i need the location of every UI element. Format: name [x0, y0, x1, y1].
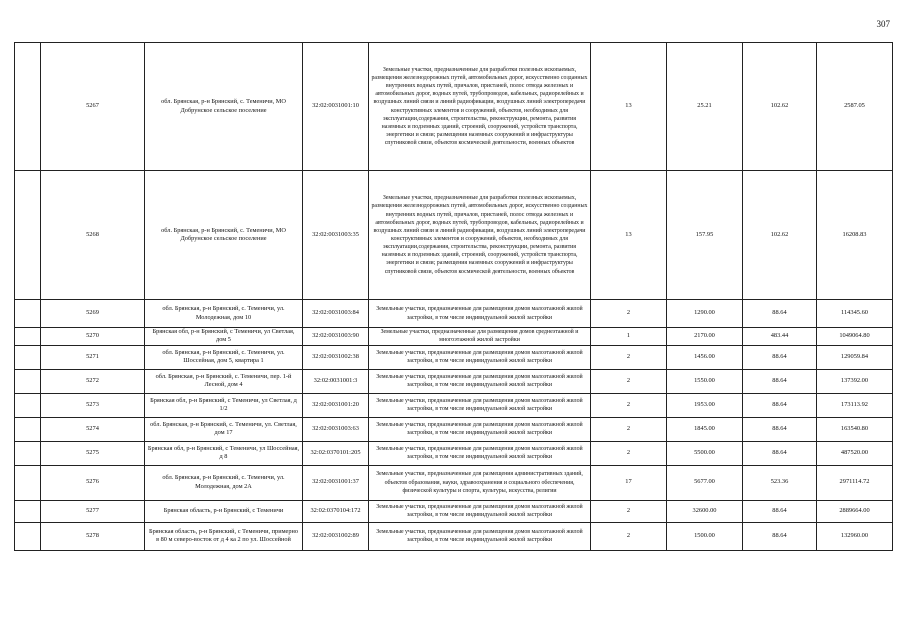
- address-cell: Брянская область, р-н Брянский, с Теменичи: [145, 500, 303, 522]
- margin-cell: [15, 441, 41, 465]
- margin-cell: [15, 417, 41, 441]
- row-id-cell: 5268: [41, 171, 145, 300]
- cadastral-number-cell: 32:02:0370101:205: [303, 441, 369, 465]
- use-code-cell: 1: [591, 328, 667, 346]
- address-cell: обл. Брянская, р-н Брянский, с. Теменичи, МО Добрунское сельское поселение: [145, 171, 303, 300]
- cadastral-number-cell: 32:02:0031003:63: [303, 417, 369, 441]
- land-use-cell: Земельные участки, предназначенные для размещения домов малоэтажной жилой застройки, в том числе индивидуальной жилой застройки: [369, 522, 591, 550]
- land-use-cell: Земельные участки, предназначенные для размещения домов малоэтажной жилой застройки, в том числе индивидуальной жилой застройки: [369, 300, 591, 328]
- area-cell: 5677.00: [667, 465, 743, 500]
- area-cell: 1456.00: [667, 345, 743, 369]
- use-code-cell: 17: [591, 465, 667, 500]
- table-row: [15, 43, 893, 171]
- address-cell: обл. Брянская, р-н Брянский, с. Теменичи, МО Добрунское сельское поселение: [145, 43, 303, 171]
- area-cell: 1953.00: [667, 393, 743, 417]
- area-cell: 5500.00: [667, 441, 743, 465]
- rate-cell: 88.64: [743, 393, 817, 417]
- land-use-cell: Земельные участки, предназначенные для размещения домов малоэтажной жилой застройки, в том числе индивидуальной жилой застройки: [369, 369, 591, 393]
- land-cadastral-table: [14, 42, 893, 551]
- cadastral-number-cell: 32:02:0370104:172: [303, 500, 369, 522]
- margin-cell: [15, 393, 41, 417]
- cadastral-number-cell: 32:02:0031001:20: [303, 393, 369, 417]
- cadastral-number-cell: 32:02:0031001:37: [303, 465, 369, 500]
- address-cell: обл. Брянская, р-н Брянский, с. Теменичи, ул. Молодежная, дом 10: [145, 300, 303, 328]
- margin-cell: [15, 328, 41, 346]
- table-row: [15, 500, 893, 522]
- row-id-cell: 5276: [41, 465, 145, 500]
- rate-cell: 88.64: [743, 369, 817, 393]
- area-cell: 25.21: [667, 43, 743, 171]
- table-row: [15, 465, 893, 500]
- rate-cell: 88.64: [743, 417, 817, 441]
- land-use-cell: Земельные участки, предназначенные для размещения домов малоэтажной жилой застройки, в том числе индивидуальной жилой застройки: [369, 417, 591, 441]
- cadastral-value-cell: 487520.00: [817, 441, 893, 465]
- address-cell: обл. Брянская, р-н Брянский, с. Теменичи, ул. Светлая, дом 17: [145, 417, 303, 441]
- rate-cell: 102.62: [743, 171, 817, 300]
- table-row: [15, 171, 893, 300]
- cadastral-value-cell: 2971114.72: [817, 465, 893, 500]
- land-use-cell: Земельные участки, предназначенные для размещения административных зданий, объектов образования, науки, здравоохранения и социального обеспечения, физической культуры и спорта, культуры, искусства, религии: [369, 465, 591, 500]
- area-cell: 1845.00: [667, 417, 743, 441]
- land-use-cell: Земельные участки, предназначенные для размещения домов малоэтажной жилой застройки, в том числе индивидуальной жилой застройки: [369, 500, 591, 522]
- row-id-cell: 5267: [41, 43, 145, 171]
- rate-cell: 102.62: [743, 43, 817, 171]
- row-id-cell: 5275: [41, 441, 145, 465]
- address-cell: Брянская обл, р-н Брянский, с Теменичи, ул Светлая, дом 5: [145, 328, 303, 346]
- address-cell: Брянская обл, р-н Брянский, с Теменичи, ул Светлая, д 1/2: [145, 393, 303, 417]
- cadastral-value-cell: 1049064.80: [817, 328, 893, 346]
- margin-cell: [15, 43, 41, 171]
- row-id-cell: 5274: [41, 417, 145, 441]
- cadastral-value-cell: 16208.83: [817, 171, 893, 300]
- use-code-cell: 13: [591, 171, 667, 300]
- cadastral-value-cell: 2587.05: [817, 43, 893, 171]
- cadastral-value-cell: 163540.80: [817, 417, 893, 441]
- use-code-cell: 2: [591, 300, 667, 328]
- row-id-cell: 5273: [41, 393, 145, 417]
- address-cell: обл. Брянская, р-н Брянский, с. Теменичи, ул. Шоссейная, дом 5, квартира 1: [145, 345, 303, 369]
- cadastral-number-cell: 32:02:0031003:35: [303, 171, 369, 300]
- rate-cell: 88.64: [743, 522, 817, 550]
- margin-cell: [15, 522, 41, 550]
- row-id-cell: 5270: [41, 328, 145, 346]
- cadastral-value-cell: 132960.00: [817, 522, 893, 550]
- cadastral-number-cell: 32:02:0031001:3: [303, 369, 369, 393]
- page-number: 307: [876, 19, 890, 29]
- row-id-cell: 5269: [41, 300, 145, 328]
- cadastral-number-cell: 32:02:0031002:38: [303, 345, 369, 369]
- area-cell: 1290.00: [667, 300, 743, 328]
- cadastral-number-cell: 32:02:0031003:84: [303, 300, 369, 328]
- use-code-cell: 2: [591, 500, 667, 522]
- margin-cell: [15, 300, 41, 328]
- table-row: [15, 328, 893, 346]
- area-cell: 157.95: [667, 171, 743, 300]
- margin-cell: [15, 500, 41, 522]
- use-code-cell: 2: [591, 369, 667, 393]
- table-row: [15, 441, 893, 465]
- table-row: [15, 300, 893, 328]
- margin-cell: [15, 465, 41, 500]
- cadastral-value-cell: 2889664.00: [817, 500, 893, 522]
- land-use-cell: Земельные участки, предназначенные для размещения домов малоэтажной жилой застройки, в том числе индивидуальной жилой застройки: [369, 393, 591, 417]
- cadastral-number-cell: 32:02:0031003:90: [303, 328, 369, 346]
- row-id-cell: 5272: [41, 369, 145, 393]
- use-code-cell: 13: [591, 43, 667, 171]
- rate-cell: 88.64: [743, 300, 817, 328]
- use-code-cell: 2: [591, 393, 667, 417]
- table-row: [15, 369, 893, 393]
- row-id-cell: 5278: [41, 522, 145, 550]
- address-cell: обл. Брянская, р-н Брянский, с. Теменичи, пер. 1-й Лесной, дом 4: [145, 369, 303, 393]
- area-cell: 2170.00: [667, 328, 743, 346]
- use-code-cell: 2: [591, 441, 667, 465]
- address-cell: Брянская область, р-н Брянский, с Теменичи, примерно в 80 м северо-восток от д 4 ка 2 по ул. Шоссейной: [145, 522, 303, 550]
- land-use-cell: Земельные участки, предназначенные для размещения домов малоэтажной жилой застройки, в том числе индивидуальной жилой застройки: [369, 441, 591, 465]
- area-cell: 1550.00: [667, 369, 743, 393]
- address-cell: обл. Брянская, р-н Брянский, с. Теменичи, ул. Молодежная, дом 2А: [145, 465, 303, 500]
- area-cell: 32600.00: [667, 500, 743, 522]
- margin-cell: [15, 369, 41, 393]
- table-row: [15, 417, 893, 441]
- table-row: [15, 522, 893, 550]
- cadastral-value-cell: 137392.00: [817, 369, 893, 393]
- use-code-cell: 2: [591, 345, 667, 369]
- cadastral-value-cell: 173113.92: [817, 393, 893, 417]
- land-use-cell: Земельные участки, предназначенные для разработки полезных ископаемых, размещения железнодорожных путей, автомобильных дорог, искусственно созданных внутренних водных путей, причалов, пристаней, полос отвода железных и автомобильных дорог, водных путей, трубопроводов, кабельных, радиорелейных и воздушных линий связи и линий радиофикации, воздушных линий электропередачи конструктивных элементов и сооружений, объектов, необходимых для эксплуатации,содержания, строительства, реконструкции, ремонта, развития наземных и подземных зданий, строений, сооружений, устройств транспорта, энергетики и связи; размещения наземных сооружений и инфраструктуры спутниковой связи, объектов космической деятельности, военных объектов: [369, 171, 591, 300]
- margin-cell: [15, 345, 41, 369]
- row-id-cell: 5277: [41, 500, 145, 522]
- row-id-cell: 5271: [41, 345, 145, 369]
- land-use-cell: Земельные участки, предназначенные для размещения домов малоэтажной жилой застройки, в том числе индивидуальной жилой застройки: [369, 345, 591, 369]
- rate-cell: 523.36: [743, 465, 817, 500]
- rate-cell: 88.64: [743, 500, 817, 522]
- rate-cell: 483.44: [743, 328, 817, 346]
- use-code-cell: 2: [591, 417, 667, 441]
- table-row: [15, 393, 893, 417]
- rate-cell: 88.64: [743, 441, 817, 465]
- area-cell: 1500.00: [667, 522, 743, 550]
- cadastral-number-cell: 32:02:0031001:10: [303, 43, 369, 171]
- margin-cell: [15, 171, 41, 300]
- cadastral-value-cell: 114345.60: [817, 300, 893, 328]
- cadastral-value-cell: 129059.84: [817, 345, 893, 369]
- land-use-cell: Земельные участки, предназначенные для размещения домов среднеэтажной и многоэтажной жилой застройки: [369, 328, 591, 346]
- table-row: [15, 345, 893, 369]
- cadastral-number-cell: 32:02:0031002:89: [303, 522, 369, 550]
- use-code-cell: 2: [591, 522, 667, 550]
- land-use-cell: Земельные участки, предназначенные для разработки полезных ископаемых, размещения железнодорожных путей, автомобильных дорог, искусственно созданных внутренних водных путей, причалов, пристаней, полос отвода железных и автомобильных дорог, водных путей, трубопроводов, кабельных, радиорелейных и воздушных линий связи и линий радиофикации, воздушных линий электропередачи конструктивных элементов и сооружений, объектов, необходимых для эксплуатации,содержания, строительства, реконструкции, ремонта, развития наземных и подземных зданий, строений, сооружений, устройств транспорта, энергетики и связи; размещения наземных сооружений и инфраструктуры спутниковой связи, объектов космической деятельности, военных объектов: [369, 43, 591, 171]
- address-cell: Брянская обл, р-н Брянский, с Теменичи, ул Шоссейная, д 8: [145, 441, 303, 465]
- rate-cell: 88.64: [743, 345, 817, 369]
